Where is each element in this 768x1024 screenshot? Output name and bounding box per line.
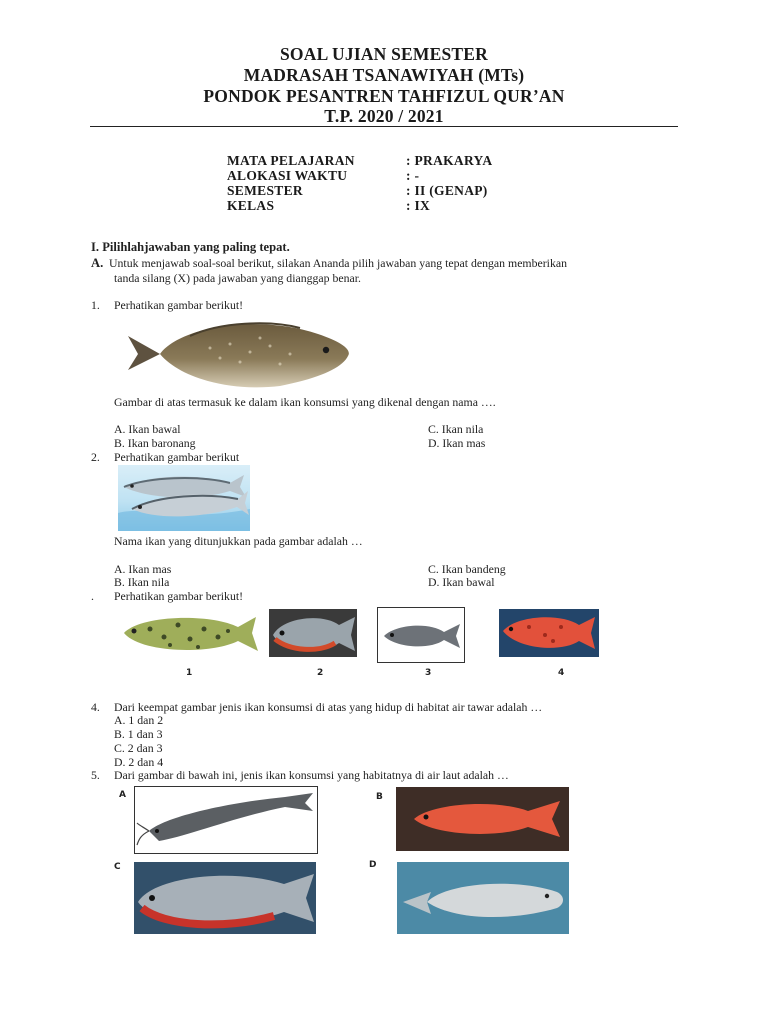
info-label-time: ALOKASI WAKTU bbox=[227, 168, 348, 183]
title-line-3: PONDOK PESANTREN TAHFIZUL QUR’AN bbox=[203, 86, 565, 106]
info-value-time: : - bbox=[406, 168, 420, 183]
q4-number: 4. bbox=[91, 700, 100, 714]
q3-fish-image-2 bbox=[269, 609, 357, 657]
q4-option-d: D. 2 dan 4 bbox=[114, 755, 164, 769]
q5-fish-image-d bbox=[397, 862, 569, 934]
q1-option-b: B. Ikan baronang bbox=[114, 436, 196, 450]
info-value-class: : IX bbox=[406, 198, 431, 213]
q5-number: 5. bbox=[91, 768, 100, 782]
header-divider bbox=[90, 126, 678, 127]
q3-number: . bbox=[91, 589, 94, 603]
q3-fish-image-3 bbox=[377, 607, 465, 663]
info-value-semester: : II (GENAP) bbox=[406, 183, 488, 198]
section-heading: I. Pilihlahjawaban yang paling tepat. bbox=[91, 240, 290, 254]
q1-option-d: D. Ikan mas bbox=[428, 436, 486, 450]
q2-question: Nama ikan yang ditunjukkan pada gambar adalah … bbox=[114, 534, 363, 548]
title-line-4: T.P. 2020 / 2021 bbox=[324, 106, 444, 126]
q1-option-a: A. Ikan bawal bbox=[114, 422, 181, 436]
instruction-line-2: tanda silang (X) pada jawaban yang dianggap benar. bbox=[114, 271, 361, 285]
q3-label-4: 4 bbox=[558, 668, 565, 678]
q2-option-d: D. Ikan bawal bbox=[428, 575, 495, 589]
q2-option-a: A. Ikan mas bbox=[114, 562, 172, 576]
q5-fish-image-b bbox=[396, 787, 569, 851]
q1-option-c: C. Ikan nila bbox=[428, 422, 484, 436]
q5-label-b: B bbox=[376, 792, 383, 802]
q1-prompt: Perhatikan gambar berikut! bbox=[114, 298, 244, 312]
q3-label-2: 2 bbox=[317, 668, 324, 678]
q1-question: Gambar di atas termasuk ke dalam ikan konsumsi yang dikenal dengan nama …. bbox=[114, 395, 496, 409]
q2-option-b: B. Ikan nila bbox=[114, 575, 170, 589]
q5-label-a: A bbox=[119, 790, 126, 800]
q4-option-a: A. 1 dan 2 bbox=[114, 713, 164, 727]
q5-label-d: D bbox=[369, 860, 377, 870]
q2-option-c: C. Ikan bandeng bbox=[428, 562, 506, 576]
q3-fish-image-1 bbox=[120, 611, 260, 657]
q3-label-3: 3 bbox=[425, 668, 432, 678]
q2-fish-image bbox=[118, 465, 250, 531]
instruction-line-1: Untuk menjawab soal-soal berikut, silakan Ananda pilih jawaban yang tepat dengan memberikan bbox=[109, 256, 567, 270]
q4-option-b: B. 1 dan 3 bbox=[114, 727, 163, 741]
q2-prompt: Perhatikan gambar berikut bbox=[114, 450, 240, 464]
q4-option-c: C. 2 dan 3 bbox=[114, 741, 163, 755]
q1-number: 1. bbox=[91, 298, 100, 312]
q5-fish-image-c bbox=[134, 862, 316, 934]
info-label-semester: SEMESTER bbox=[227, 183, 303, 198]
q3-prompt: Perhatikan gambar berikut! bbox=[114, 589, 244, 603]
info-value-subject: : PRAKARYA bbox=[406, 153, 493, 168]
info-label-class: KELAS bbox=[227, 198, 275, 213]
q1-fish-image bbox=[120, 316, 352, 392]
q5-label-c: C bbox=[114, 862, 121, 872]
info-label-subject: MATA PELAJARAN bbox=[227, 153, 355, 168]
q5-question: Dari gambar di bawah ini, jenis ikan konsumsi yang habitatnya di air laut adalah … bbox=[114, 768, 509, 782]
q3-label-1: 1 bbox=[186, 668, 193, 678]
instruction-letter: A. bbox=[91, 256, 104, 270]
q3-fish-image-4 bbox=[499, 609, 599, 657]
q4-question: Dari keempat gambar jenis ikan konsumsi di atas yang hidup di habitat air tawar adalah … bbox=[114, 700, 543, 714]
q2-number: 2. bbox=[91, 450, 100, 464]
q5-fish-image-a bbox=[134, 786, 318, 854]
title-line-1: SOAL UJIAN SEMESTER bbox=[279, 44, 489, 64]
title-line-2: MADRASAH TSANAWIYAH (MTs) bbox=[243, 65, 525, 85]
